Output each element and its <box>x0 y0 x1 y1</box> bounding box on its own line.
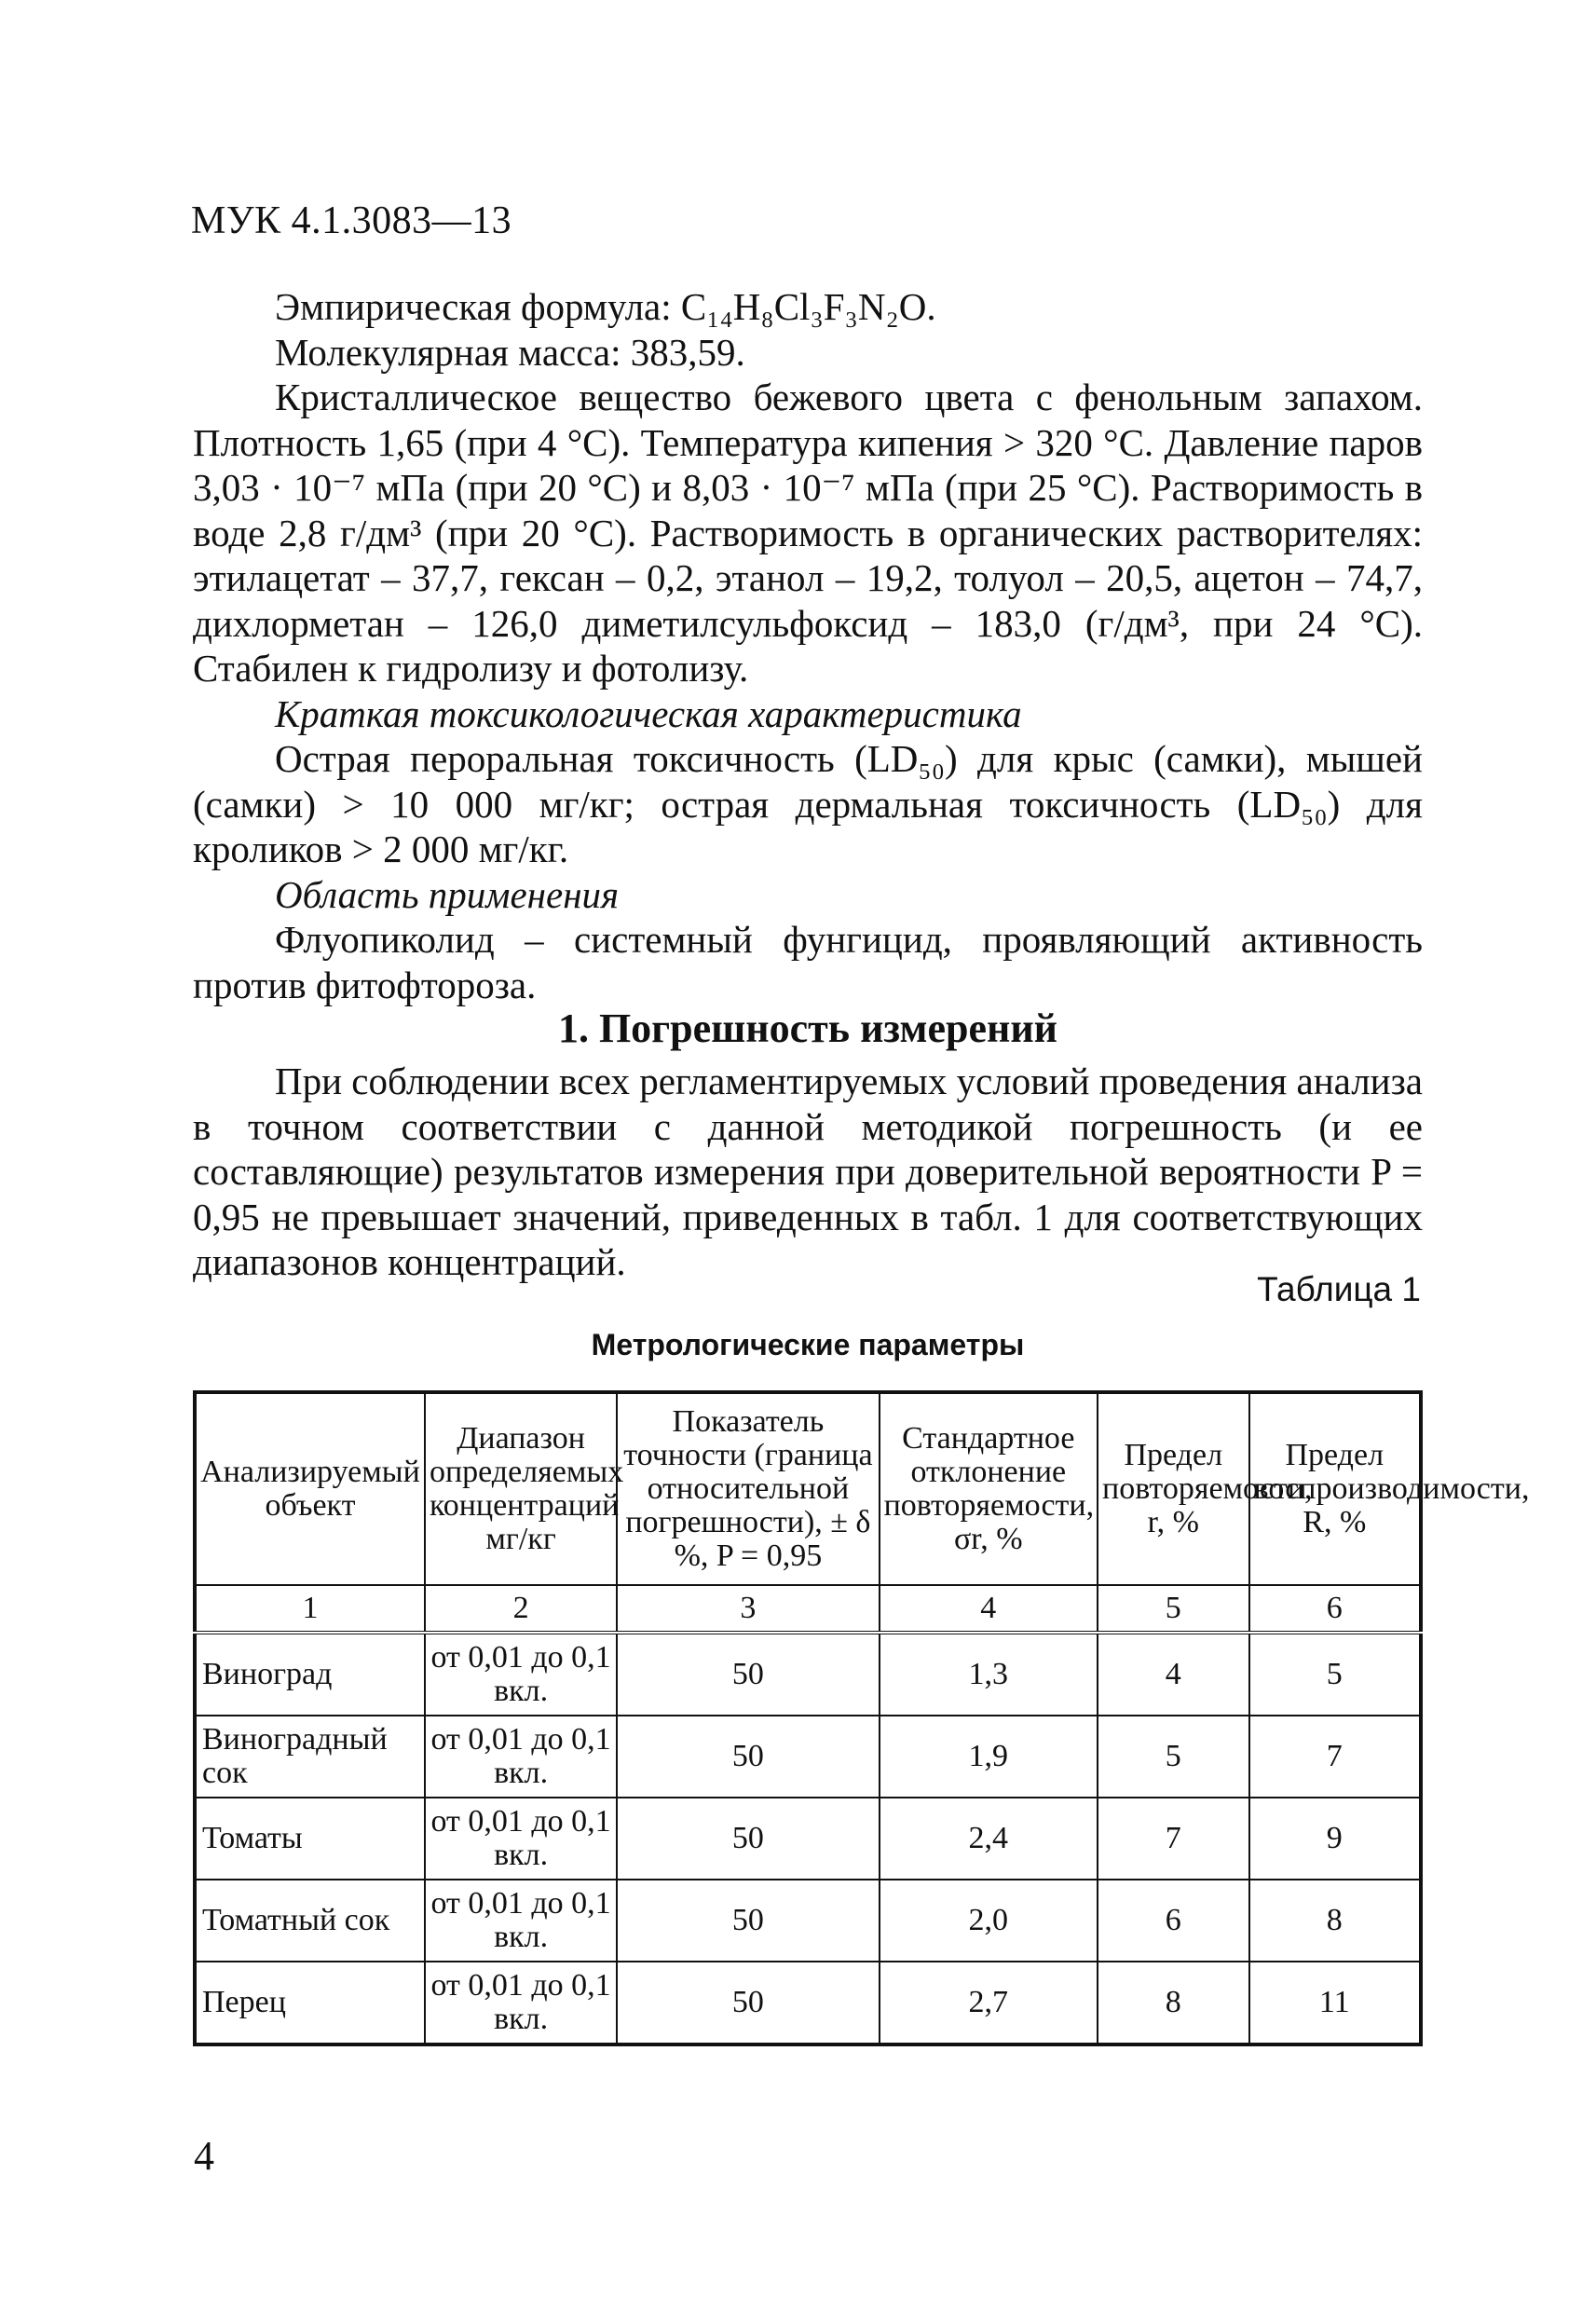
column-number: 5 <box>1098 1585 1249 1633</box>
toxicology-text: Острая пероральная токсичность (LD₅₀) для крыс (самки), мышей (самки) > 10 000 мг/кг; острая дермальная токсичность (LD₅₀) для кроликов > 2 000 мг/кг. <box>193 737 1423 870</box>
header-reproducibility-limit: Предел воспроизводимости, R, % <box>1249 1392 1421 1585</box>
cell-accuracy: 50 <box>617 1716 879 1798</box>
metrology-table <box>193 1390 1530 2046</box>
section-text: При соблюдении всех регламентируемых условий проведения анализа в точном соответствии с данной методикой погрешность (и ее составляющие) результатов измерения при доверительной вероятности P = 0,95 не превышает значений, приведенных в табл. 1 для соответствующих диапазонов концентраций. <box>193 1060 1424 1283</box>
application-heading: Область применения <box>275 872 620 916</box>
cell-r: 5 <box>1098 1716 1249 1798</box>
cell-R: 11 <box>1249 1962 1421 2044</box>
cell-object: Виноград <box>195 1633 425 1716</box>
page-number: 4 <box>194 2133 214 2179</box>
physical-properties: Кристаллическое вещество бежевого цвета с фенольным запахом. Плотность 1,65 (при 4 °C). Температура кипения > 320 °C. Давление паров 3,03 · 10⁻⁷ мПа (при 20 °C) и 8,03 · 10⁻⁷ мПа (при 25 °C). Растворимость в воде 2,8 г/дм³ (при 20 °C). Растворимость в органических растворителях: этилацетат – 37,7, гексан – 0,2, этанол – 19,2, толуол – 20,5, ацетон – 74,7, дихлорметан – 126,0 диметилсульфоксид – 183,0 (г/дм³, при 24 °C). Стабилен к гидролизу и фотолизу. <box>193 376 1423 690</box>
cell-range: от 0,01 до 0,1 вкл. <box>425 1962 617 2044</box>
cell-sd: 1,9 <box>880 1716 1098 1798</box>
column-number: 1 <box>195 1585 425 1633</box>
application-text: Флуопиколид – системный фунгицид, проявляющий активность против фитофтороза. <box>193 918 1423 1006</box>
header-range: Диапазон определяемых концентраций мг/кг <box>425 1392 617 1585</box>
cell-R: 8 <box>1249 1880 1421 1962</box>
empirical-formula: Эмпирическая формула: C₁₄H₈Cl₃F₃N₂O. <box>275 285 936 328</box>
cell-accuracy: 50 <box>617 1798 879 1880</box>
table-row <box>195 1633 1421 1716</box>
cell-range: от 0,01 до 0,1 вкл. <box>425 1716 617 1798</box>
header-repeatability-limit: Предел повторяемости, r, % <box>1098 1392 1249 1585</box>
toxicology-heading: Краткая токсикологическая характеристика <box>275 691 1022 735</box>
cell-object: Перец <box>195 1962 425 2044</box>
cell-sd: 2,0 <box>880 1880 1098 1962</box>
cell-accuracy: 50 <box>617 1880 879 1962</box>
cell-sd: 1,3 <box>880 1633 1098 1716</box>
cell-r: 6 <box>1098 1880 1249 1962</box>
header-accuracy: Показатель точности (границa относительной погрешности), ± δ %, P = 0,95 <box>617 1392 879 1585</box>
cell-object: Виноградный сок <box>195 1716 425 1798</box>
document-code-header: МУК 4.1.3083—13 <box>191 199 512 242</box>
cell-r: 4 <box>1098 1633 1249 1716</box>
column-number-row <box>195 1585 1421 1633</box>
cell-sd: 2,4 <box>880 1798 1098 1880</box>
table-label: Таблица 1 <box>1257 1270 1421 1308</box>
cell-r: 8 <box>1098 1962 1249 2044</box>
column-number: 4 <box>880 1585 1098 1633</box>
cell-R: 5 <box>1249 1633 1421 1716</box>
table-row <box>195 1798 1421 1880</box>
table-caption: Метрологические параметры <box>591 1328 1025 1361</box>
cell-range: от 0,01 до 0,1 вкл. <box>425 1798 617 1880</box>
cell-R: 9 <box>1249 1798 1421 1880</box>
cell-r: 7 <box>1098 1798 1249 1880</box>
table-row <box>195 1880 1421 1962</box>
header-sd: Стандартное отклонение повторяемости, σr, % <box>880 1392 1098 1585</box>
cell-accuracy: 50 <box>617 1633 879 1716</box>
column-number: 2 <box>425 1585 617 1633</box>
table-header-row <box>195 1392 1421 1585</box>
cell-range: от 0,01 до 0,1 вкл. <box>425 1880 617 1962</box>
section-body <box>193 1059 1423 1285</box>
table-row <box>195 1962 1421 2044</box>
cell-object: Томаты <box>195 1798 425 1880</box>
cell-R: 7 <box>1249 1716 1421 1798</box>
header-object: Анализируемый объект <box>195 1392 425 1585</box>
table-row <box>195 1716 1421 1798</box>
column-number: 6 <box>1249 1585 1421 1633</box>
cell-range: от 0,01 до 0,1 вкл. <box>425 1633 617 1716</box>
section-title: 1. Погрешность измерений <box>557 1005 1058 1051</box>
substance-description <box>193 284 1423 1007</box>
molecular-mass: Молекулярная масса: 383,59. <box>275 330 745 374</box>
column-number: 3 <box>617 1585 879 1633</box>
cell-accuracy: 50 <box>617 1962 879 2044</box>
cell-object: Томатный сок <box>195 1880 425 1962</box>
cell-sd: 2,7 <box>880 1962 1098 2044</box>
